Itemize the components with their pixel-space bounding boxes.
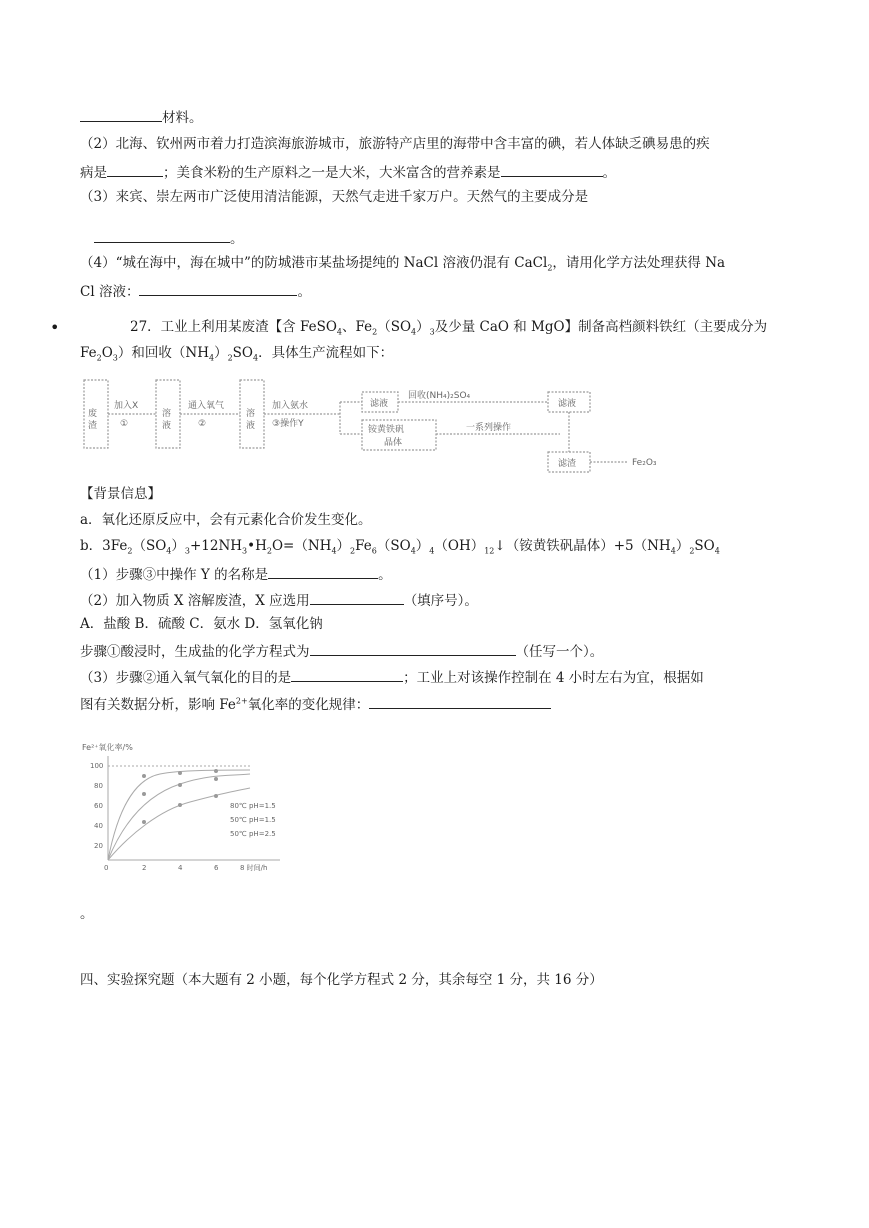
section-4-heading: 四、实验探究题（本大题有 2 小题，每个化学方程式 2 分，其余每空 1 分，共 16 分） bbox=[80, 972, 603, 988]
svg-text:一系列操作: 一系列操作 bbox=[466, 423, 512, 433]
svg-text:液: 液 bbox=[246, 421, 256, 431]
answer-blank[interactable] bbox=[501, 161, 603, 177]
svg-text:Fe₂O₃: Fe₂O₃ bbox=[632, 458, 657, 468]
svg-text:4: 4 bbox=[178, 864, 183, 872]
svg-text:20: 20 bbox=[94, 842, 103, 850]
svg-text:废: 废 bbox=[88, 409, 98, 419]
q2-line-2 bbox=[80, 161, 616, 183]
svg-text:溶: 溶 bbox=[162, 409, 172, 419]
svg-text:晶体: 晶体 bbox=[384, 438, 403, 448]
svg-text:2: 2 bbox=[142, 864, 147, 872]
answer-blank[interactable] bbox=[139, 280, 297, 296]
q27-line-1: 27．工业上利用某废渣【含 FeSO$_4$、$Fe_2(SO_4)_3$及少量 CaO 和 MgO】制备高档颜料铁红（主要成分为 bbox=[130, 319, 768, 337]
process-flowchart bbox=[80, 366, 680, 478]
text: ；美食米粉的生产原料之一是大米，大米富含的营养素是 bbox=[163, 165, 501, 181]
text: （4）“城在海中，海在城中”的防城港市某盐场提纯的 NaCl 溶液仍混有 CaCl bbox=[80, 255, 548, 271]
q4-line-2 bbox=[80, 280, 311, 302]
line-blank-material bbox=[80, 106, 203, 128]
answer-blank[interactable] bbox=[268, 563, 378, 579]
oxidation-rate-graph bbox=[80, 738, 295, 878]
question-2: （2）加入物质 X 溶解废渣，X 应选用 （填序号）。 bbox=[80, 589, 478, 611]
svg-text:50℃ pH=1.5: 50℃ pH=1.5 bbox=[230, 816, 276, 824]
svg-text:溶: 溶 bbox=[246, 409, 256, 419]
answer-blank[interactable] bbox=[94, 227, 230, 243]
svg-text:通入氧气: 通入氧气 bbox=[188, 401, 225, 411]
background-title: 【背景信息】 bbox=[80, 486, 161, 502]
q27-line-2: $Fe_2O_3$）和回收$(NH_4)_2SO_4$．具体生产流程如下： bbox=[80, 345, 394, 363]
text: 。 bbox=[230, 231, 244, 247]
end-mark: 。 bbox=[80, 906, 94, 922]
svg-text:100: 100 bbox=[90, 762, 104, 770]
q2-line-1: （2）北海、钦州两市着力打造滨海旅游城市，旅游特产店里的海带中含丰富的碘，若人体缺乏碘易患的疾 bbox=[80, 136, 710, 152]
svg-text:铵黄铁矾: 铵黄铁矾 bbox=[368, 425, 405, 435]
svg-text:①: ① bbox=[120, 419, 129, 429]
q3-line-2 bbox=[94, 227, 244, 249]
svg-text:80℃ pH=1.5: 80℃ pH=1.5 bbox=[230, 802, 276, 810]
svg-text:6: 6 bbox=[214, 864, 219, 872]
text: Cl 溶液： bbox=[80, 284, 140, 300]
svg-text:加入氨水: 加入氨水 bbox=[272, 401, 309, 411]
subscript: 2 bbox=[547, 263, 553, 273]
answer-blank[interactable] bbox=[107, 161, 163, 177]
svg-text:40: 40 bbox=[94, 822, 103, 830]
svg-text:③操作Y: ③操作Y bbox=[272, 419, 304, 429]
background-b-equation: b．$3Fe_2(SO_4)_3+12NH_3•H_2O=(NH_4)_2Fe_6(SO_4)_4(OH)_{12}↓$（铵黄铁矾晶体）$+5(NH_4)_2SO_4$ bbox=[80, 538, 720, 556]
svg-text:60: 60 bbox=[94, 802, 103, 810]
text: 。 bbox=[602, 165, 616, 181]
svg-text:滤液: 滤液 bbox=[558, 399, 577, 409]
svg-text:滤渣: 滤渣 bbox=[558, 459, 577, 469]
svg-text:渣: 渣 bbox=[88, 421, 98, 431]
text: 病是 bbox=[80, 165, 107, 181]
question-3-line-1: （3）步骤②通入氧气氧化的目的是 ；工业上对该操作控制在 4 小时左右为宜，根据如 bbox=[80, 666, 704, 688]
svg-text:回收(NH₄)₂SO₄: 回收(NH₄)₂SO₄ bbox=[408, 391, 471, 401]
text: ，请用化学方法处理获得 Na bbox=[552, 255, 726, 271]
question-3-line-2: 图有关数据分析，影响 $Fe^{2+}$氧化率的变化规律： bbox=[80, 693, 551, 715]
question-1: （1）步骤③中操作 Y 的名称是 。 bbox=[80, 563, 392, 585]
svg-text:加入X: 加入X bbox=[114, 401, 139, 411]
answer-blank[interactable] bbox=[80, 106, 162, 122]
answer-blank[interactable] bbox=[310, 640, 516, 656]
q3-line-1: （3）来宾、崇左两市广泛使用清洁能源，天然气走进千家万户。天然气的主要成分是 bbox=[80, 189, 589, 205]
background-a: a．氧化还原反应中，会有元素化合价发生变化。 bbox=[80, 512, 372, 528]
svg-text:②: ② bbox=[198, 419, 207, 429]
graph-ylabel: Fe²⁺氧化率/% bbox=[82, 743, 133, 752]
q4-line-1 bbox=[80, 253, 725, 273]
text: 材料。 bbox=[162, 110, 203, 126]
svg-text:50℃ pH=2.5: 50℃ pH=2.5 bbox=[230, 830, 276, 838]
curve-50c-1 bbox=[108, 774, 250, 860]
text: 。 bbox=[297, 284, 311, 300]
answer-blank[interactable] bbox=[291, 666, 403, 682]
question-2-equation: 步骤①酸浸时，生成盐的化学方程式为 （任写一个）。 bbox=[80, 640, 603, 662]
question-2-options: A．盐酸 B．硫酸 C．氨水 D．氢氧化钠 bbox=[80, 616, 323, 632]
list-bullet: • bbox=[50, 318, 60, 337]
answer-blank[interactable] bbox=[310, 589, 404, 605]
svg-text:8 时间/h: 8 时间/h bbox=[240, 864, 268, 872]
svg-text:滤液: 滤液 bbox=[370, 399, 389, 409]
svg-text:0: 0 bbox=[104, 864, 109, 872]
answer-blank[interactable] bbox=[369, 693, 551, 709]
svg-text:80: 80 bbox=[94, 782, 103, 790]
svg-text:液: 液 bbox=[162, 421, 172, 431]
